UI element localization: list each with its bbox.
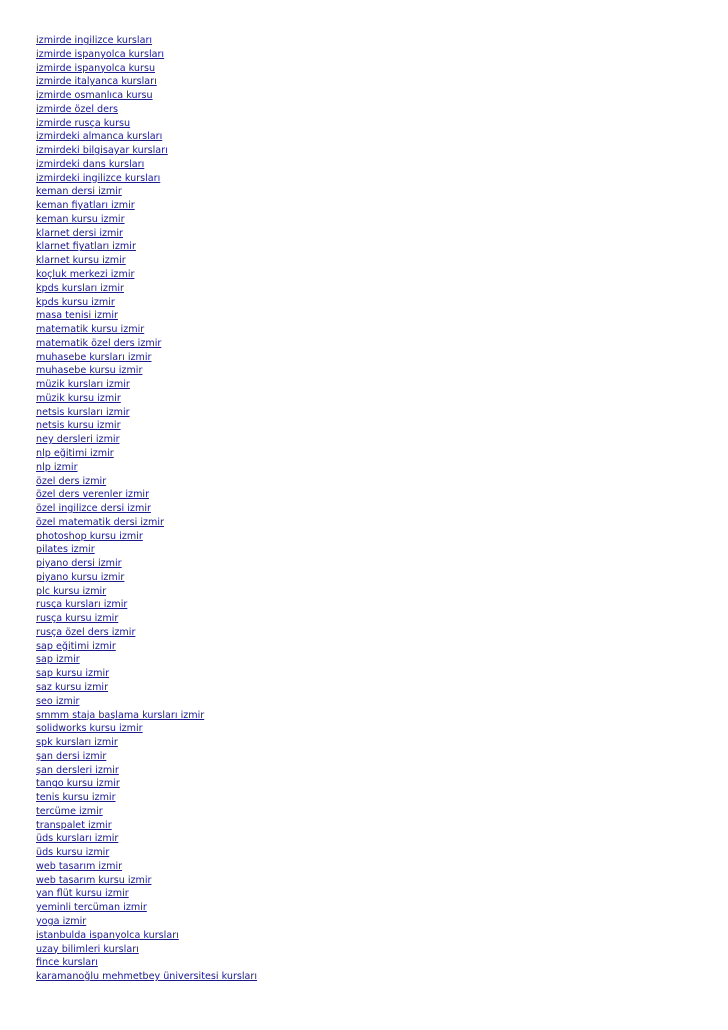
list-item [36,830,696,844]
text-link[interactable]: üds kursları izmir [36,833,119,845]
list-item [36,844,696,858]
list-item [36,569,696,583]
list-item [36,115,696,129]
text-link[interactable]: şan dersleri izmir [36,764,119,776]
text-link[interactable]: klarnet kursu izmir [36,255,126,267]
list-item [36,913,696,927]
list-item [36,885,696,899]
list-item [36,390,696,404]
list-item [36,211,696,225]
text-link[interactable]: tango kursu izmir [36,778,120,790]
text-link[interactable]: plc kursu izmir [36,585,107,597]
list-item [36,968,696,982]
list-item [36,665,696,679]
list-item [36,817,696,831]
list-item [36,927,696,941]
list-item [36,486,696,500]
list-item [36,748,696,762]
text-link[interactable]: web tasarım izmir [36,860,123,872]
list-item [36,528,696,542]
list-item [36,720,696,734]
list-item [36,734,696,748]
list-item [36,335,696,349]
text-link[interactable]: rusça kursu izmir [36,613,119,625]
text-link[interactable]: yeminli tercüman izmir [36,902,147,914]
text-link[interactable]: web tasarım kursu izmir [36,874,152,886]
text-link[interactable]: sap izmir [36,654,80,666]
text-link[interactable]: müzik kursları izmir [36,379,130,391]
list-item [36,362,696,376]
list-item [36,514,696,528]
list-item [36,762,696,776]
list-item [36,858,696,872]
text-link[interactable]: masa tenisi izmir [36,310,118,322]
text-link[interactable]: izmirdeki dans kursları [36,158,145,170]
list-item [36,307,696,321]
list-item [36,899,696,913]
list-item [36,156,696,170]
list-item [36,349,696,363]
list-item [36,789,696,803]
list-item [36,142,696,156]
list-item [36,431,696,445]
text-link[interactable]: izmirde osmanlıca kursu [36,90,153,102]
list-item [36,941,696,955]
list-item [36,872,696,886]
list-item [36,321,696,335]
text-link[interactable]: seo izmir [36,695,80,707]
text-link[interactable]: transpalet izmir [36,819,112,831]
text-link[interactable]: özel ders verenler izmir [36,489,150,501]
list-item [36,280,696,294]
text-link[interactable]: izmirdeki bilgisayar kursları [36,145,168,157]
list-item [36,183,696,197]
list-item [36,60,696,74]
list-item [36,417,696,431]
list-item [36,541,696,555]
list-item [36,954,696,968]
list-item [36,252,696,266]
text-link[interactable]: karamanoğlu mehmetbey üniversitesi kursları [36,971,258,983]
text-link[interactable]: nlp izmir [36,461,78,473]
list-item [36,445,696,459]
list-item [36,693,696,707]
text-link[interactable]: sap eğitimi izmir [36,640,116,652]
text-link[interactable]: matematik özel ders izmir [36,337,162,349]
list-item [36,500,696,514]
text-link[interactable]: piyano dersi izmir [36,558,122,570]
list-item [36,225,696,239]
text-link[interactable]: tercüme izmir [36,805,103,817]
list-item [36,473,696,487]
text-link[interactable]: kpds kursları izmir [36,282,124,294]
list-item [36,459,696,473]
text-link[interactable]: ney dersleri izmir [36,434,120,446]
text-link[interactable]: muhasebe kursu izmir [36,365,143,377]
text-link[interactable]: keman fiyatları izmir [36,200,135,212]
text-link[interactable]: özel matematik dersi izmir [36,516,164,528]
list-item [36,651,696,665]
text-link[interactable]: keman dersi izmir [36,186,122,198]
text-link[interactable]: saz kursu izmir [36,681,109,693]
text-link[interactable]: yoga izmir [36,916,87,927]
text-link[interactable]: nlp eğitimi izmir [36,447,114,459]
text-link[interactable]: izmirdeki almanca kursları [36,131,163,143]
text-link[interactable]: klarnet dersi izmir [36,227,123,239]
text-link[interactable]: solidworks kursu izmir [36,723,143,735]
text-link[interactable]: izmirde ispanyolca kursu [36,62,156,74]
list-item [36,679,696,693]
document-page [36,32,696,982]
list-item [36,803,696,817]
list-item [36,128,696,142]
list-item [36,555,696,569]
list-item [36,775,696,789]
text-link[interactable]: smmm staja başlama kursları izmir [36,709,205,721]
list-item [36,707,696,721]
link-list [36,32,696,982]
list-item [36,266,696,280]
text-link[interactable]: sap kursu izmir [36,668,110,680]
list-item [36,638,696,652]
text-link[interactable]: özel ingilizce dersi izmir [36,503,151,515]
text-link[interactable]: izmirde özel ders [36,103,118,115]
text-link[interactable]: izmirde rusça kursu [36,117,131,129]
text-link[interactable]: piyano kursu izmir [36,571,125,583]
list-item [36,583,696,597]
list-item [36,596,696,610]
text-link[interactable]: şan dersi izmir [36,750,107,762]
text-link[interactable]: izmirdeki ingilizce kursları [36,172,161,184]
text-link[interactable]: koçluk merkezi izmir [36,269,135,281]
text-link[interactable]: müzik kursu izmir [36,392,121,404]
text-link[interactable]: kpds kursu izmir [36,296,115,308]
list-item [36,87,696,101]
list-item [36,624,696,638]
list-item [36,46,696,60]
text-link[interactable]: spk kursları izmir [36,737,118,749]
list-item [36,73,696,87]
text-link[interactable]: matematik kursu izmir [36,324,145,336]
text-link[interactable]: üds kursu izmir [36,847,110,859]
text-link[interactable]: pilates izmir [36,544,95,556]
list-item [36,404,696,418]
list-item [36,238,696,252]
text-link[interactable]: netsis kursu izmir [36,420,121,432]
text-link[interactable]: izmirde ispanyolca kursları [36,48,165,60]
text-link[interactable]: istanbulda ispanyolca kursları [36,929,179,941]
list-item [36,610,696,624]
text-link[interactable]: izmirde ingilizce kursları [36,35,153,46]
text-link[interactable]: izmirde italyanca kursları [36,76,157,88]
list-item [36,197,696,211]
text-link[interactable]: özel ders izmir [36,475,107,487]
text-link[interactable]: keman kursu izmir [36,213,125,225]
text-link[interactable]: muhasebe kursları izmir [36,351,152,363]
text-link[interactable]: photoshop kursu izmir [36,530,143,542]
text-link[interactable]: tenis kursu izmir [36,792,116,804]
text-link[interactable]: netsis kursları izmir [36,406,130,418]
text-link[interactable]: yan flüt kursu izmir [36,888,129,900]
text-link[interactable]: klarnet fiyatları izmir [36,241,136,253]
text-link[interactable]: uzay bilimleri kursları [36,943,139,955]
text-link[interactable]: fince kursları [36,957,98,969]
text-link[interactable]: rusça kursları izmir [36,599,128,611]
list-item [36,32,696,46]
list-item [36,170,696,184]
list-item [36,376,696,390]
list-item [36,294,696,308]
list-item [36,101,696,115]
text-link[interactable]: rusça özel ders izmir [36,626,136,638]
